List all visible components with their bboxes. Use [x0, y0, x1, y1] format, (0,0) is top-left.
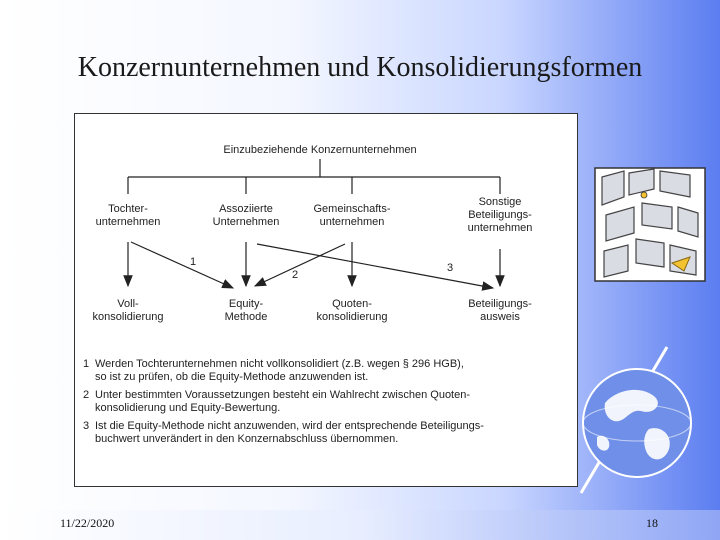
footnote-number: 3 — [83, 420, 90, 432]
bottom-node-beteiligung: Beteiligungs- ausweis — [468, 298, 532, 323]
footnote-number: 2 — [83, 389, 90, 401]
top-node-tochter: Tochter- unternehmen — [95, 203, 161, 228]
bottom-node-equity: Equity- Methode — [224, 298, 268, 323]
slide-page-number: 18 — [646, 516, 658, 530]
top-node-sonstige: Sonstige Beteiligungs- unternehmen — [467, 196, 533, 234]
slide-date: 11/22/2020 — [60, 516, 115, 530]
arrow-label-2: 2 — [291, 269, 299, 281]
footnote — [83, 389, 553, 415]
bottom-node-voll: Voll- konsolidierung — [92, 298, 164, 323]
footnote-number: 1 — [83, 358, 90, 370]
footnote — [83, 358, 553, 384]
footnote-text: Ist die Equity-Methode nicht anzuwenden, wird der entsprechende Beteiligungs- buchwert unverändert in den Konzernabschluss übernommen. — [95, 420, 484, 445]
footnote-text: Werden Tochterunternehmen nicht vollkonsolidiert (z.B. wegen § 296 HGB), so ist zu prüfen, ob die Equity-Methode anzuwenden ist. — [95, 358, 464, 383]
arrow-label-3: 3 — [446, 262, 454, 274]
footnote — [83, 420, 553, 446]
footnote-text: Unter bestimmten Voraussetzungen besteht ein Wahlrecht zwischen Quoten- konsolidierung und Equity-Bewertung. — [95, 389, 471, 414]
root-node: Einzubeziehende Konzernunternehmen — [223, 144, 417, 156]
top-node-assoziiert: Assoziierte Unternehmen — [212, 203, 280, 228]
slide-title: Konzernunternehmen und Konsolidierungsformen — [77, 52, 643, 83]
arrow-label-1: 1 — [189, 256, 197, 268]
top-node-gemeinschaft: Gemeinschafts- unternehmen — [313, 203, 391, 228]
globe-clipart — [575, 345, 695, 495]
maze-clipart — [594, 167, 706, 282]
bottom-node-quoten: Quoten- konsolidierung — [316, 298, 388, 323]
diagram-figure — [74, 113, 578, 487]
footnotes — [83, 358, 553, 451]
